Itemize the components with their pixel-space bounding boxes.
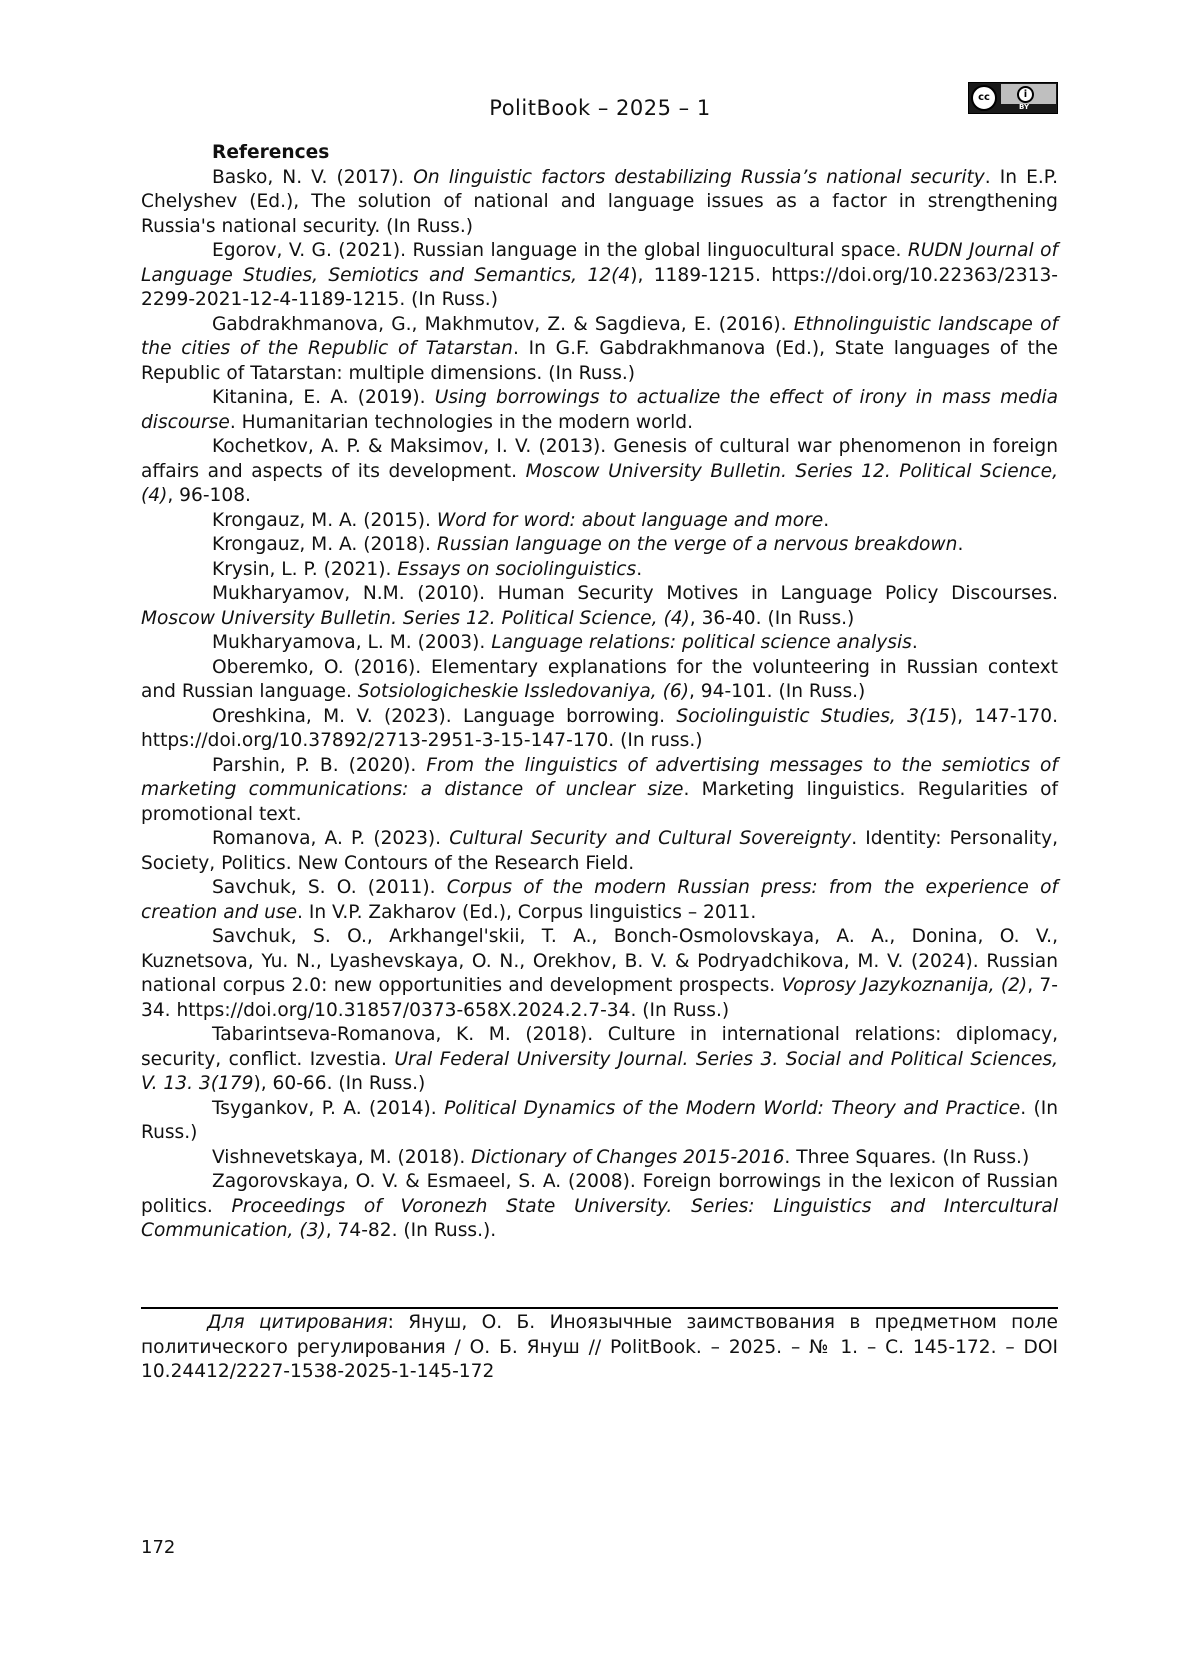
reference-title: Moscow University Bulletin. Series 12. Political Science, (4) (141, 460, 1059, 506)
reference-text: Krongauz, M. A. (2018). (212, 534, 437, 555)
reference-text: , 7-34. https://doi.org/10.31857/0373-658X.2024.2.7-34. (In Russ.) (141, 975, 1058, 1021)
reference-item (141, 1023, 1058, 1097)
reference-text: , 36-40. (In Russ.) (689, 607, 855, 629)
reference-text: . In V.P. Zakharov (Ed.), Corpus linguistics – 2011. (297, 901, 757, 923)
reference-text: . Marketing linguistics. Regularities of promotional text. (141, 779, 1058, 825)
citation-text: : Януш, О. Б. Иноязычные заимствования в предметном поле политического регулирования / О. Б. Януш // PolitBook. – 2025. – № 1. – С. 145-172. – DOI 10.24412/2227-1538-2025-1-145-172 (141, 1312, 1058, 1382)
reference-text: Krongauz, M. A. (2015). (212, 509, 437, 531)
reference-item (141, 656, 1058, 705)
reference-title: From the linguistics of advertising messages to the semiotics of marketing communications: a distance of unclear size (141, 754, 1058, 800)
journal-header: PolitBook – 2025 – 1 (489, 96, 711, 120)
reference-text: . (636, 558, 643, 580)
reference-item (141, 386, 1058, 435)
reference-title: Language relations: political science analysis (491, 632, 912, 653)
reference-item (141, 533, 1058, 558)
reference-item (141, 558, 1058, 583)
reference-text: Kitanina, E. A. (2019). (212, 387, 435, 408)
reference-text: Savchuk, S. O., Arkhangel'skii, T. A., Bonch-Osmolovskaya, A. A., Donina, O. V., Kuznetsova, Yu. N., Lyashevskaya, O. N., Orekhov, B. V. & Podryadchikova, M. V. (2024). Russian national corpus 2.0: new opportunities and development prospects. (141, 926, 1058, 996)
reference-text: Oberemko, O. (2016). Elementary explanations for the volunteering in Russian context and Russian language. (141, 656, 1058, 702)
reference-text: ), 60-66. (In Russ.) (253, 1073, 426, 1094)
reference-title: Essays on sociolinguistics (397, 558, 637, 580)
citation-label: Для цитирования (207, 1312, 388, 1333)
reference-text: Tsygankov, P. A. (2014). (212, 1097, 445, 1119)
reference-title: Dictionary of Changes 2015-2016 (471, 1146, 785, 1168)
reference-item (141, 754, 1058, 828)
reference-item (141, 509, 1058, 534)
reference-title: Moscow University Bulletin. Series 12. Political Science, (4) (141, 607, 690, 629)
reference-text: Oreshkina, M. V. (2023). Language borrowing. (212, 705, 677, 727)
reference-item (141, 705, 1058, 754)
reference-title: Voprosy Jazykoznanija, (2) (781, 975, 1028, 996)
reference-title: Using borrowings to actualize the effect of irony in mass media discourse (141, 387, 1058, 433)
reference-text: Mukharyamov, N.M. (2010). Human Security Motives in Language Policy Discourses. (212, 583, 1058, 604)
reference-item (141, 631, 1058, 656)
reference-text: , 94-101. (In Russ.) (688, 681, 866, 702)
reference-text: Parshin, P. B. (2020). (212, 754, 427, 776)
reference-text: Basko, N. V. (2017). (212, 166, 414, 188)
references-section (141, 141, 1058, 1244)
reference-title: On linguistic factors destabilizing Russia’s national security (413, 166, 985, 188)
cc-symbol: cc (971, 85, 997, 111)
reference-title: Sotsiologicheskie Issledovaniya, (6) (357, 681, 689, 702)
reference-list (141, 166, 1058, 1244)
reference-title: Word for word: about language and more (436, 509, 824, 531)
reference-text: . In G.F. Gabdrakhmanova (Ed.), State languages of the Republic of Tatarstan: multiple dimensions. (In Russ.) (141, 338, 1058, 384)
reference-text: Tabarintseva-Romanova, K. M. (2018). Culture in international relations: diplomacy, security, conflict. Izvestia. (141, 1024, 1058, 1070)
reference-text: . Three Squares. (In Russ.) (784, 1146, 1030, 1168)
references-heading: References (212, 142, 330, 163)
page-number: 172 (141, 1537, 176, 1558)
reference-text: . (957, 534, 964, 555)
reference-text: Mukharyamova, L. M. (2003). (212, 632, 492, 653)
reference-item (141, 1170, 1058, 1244)
reference-text: Savchuk, S. O. (2011). (212, 877, 447, 898)
reference-item (141, 435, 1058, 509)
reference-title: Ural Federal University Journal. Series 3. Social and Political Sciences, V. 13. 3(179 (141, 1048, 1058, 1094)
reference-text: , 96-108. (167, 485, 251, 506)
reference-text: . Identity: Personality, Society, Politics. New Contours of the Research Field. (141, 828, 1058, 874)
reference-item (141, 1097, 1058, 1146)
reference-title: Russian language on the verge of a nervous breakdown (436, 534, 958, 555)
reference-item (141, 582, 1058, 631)
reference-text: Krysin, L. P. (2021). (212, 558, 398, 580)
by-label: BY (1019, 103, 1030, 111)
reference-text: , 74-82. (In Russ.). (325, 1220, 497, 1241)
reference-title: Corpus of the modern Russian press: from the experience of creation and use (141, 877, 1058, 923)
reference-item (141, 313, 1058, 387)
reference-title: Cultural Security and Cultural Sovereignty (449, 828, 852, 849)
reference-text: Egorov, V. G. (2021). Russian language in the global linguocultural space. (212, 240, 908, 261)
reference-text: Gabdrakhmanova, G., Makhmutov, Z. & Sagdieva, E. (2016). (212, 313, 794, 335)
reference-text: Zagorovskaya, O. V. & Esmaeel, S. A. (2008). Foreign borrowings in the lexicon of Russian politics. (141, 1171, 1058, 1217)
cc-by-license-icon (968, 82, 1058, 114)
reference-title: RUDN Journal of Language Studies, Semiotics and Semantics, 12(4 (141, 240, 1058, 286)
reference-text: . (823, 509, 830, 531)
reference-item (141, 925, 1058, 1023)
reference-item (141, 1146, 1058, 1171)
reference-text: Kochetkov, A. P. & Maksimov, I. V. (2013). Genesis of cultural war phenomenon in foreign affairs and aspects of its development. (141, 436, 1058, 482)
reference-title: Sociolinguistic Studies, 3(15 (676, 705, 950, 727)
reference-item (141, 166, 1058, 240)
reference-title: Proceedings of Voronezh State University. Series: Linguistics and Intercultural Communication, (3) (141, 1195, 1058, 1241)
reference-text: ), 1189-1215. https://doi.org/10.22363/2313-2299-2021-12-4-1189-1215. (In Russ.) (141, 264, 1058, 310)
reference-text: ), 147-170. https://doi.org/10.37892/2713-2951-3-15-147-170. (In russ.) (141, 705, 1058, 751)
attribution-icon: i (1017, 86, 1034, 103)
reference-text: . (In Russ.) (141, 1097, 1059, 1143)
reference-item (141, 239, 1058, 313)
citation-note (141, 1311, 1058, 1385)
reference-text: Romanova, A. P. (2023). (212, 828, 450, 849)
footnote-divider (141, 1307, 1058, 1309)
reference-item (141, 876, 1058, 925)
reference-text: . (911, 632, 918, 653)
reference-text: . In E.P. Chelyshev (Ed.), The solution of national and language issues as a factor in strengthening Russia's national security. (In Russ.) (141, 166, 1058, 237)
reference-text: Vishnevetskaya, M. (2018). (212, 1146, 472, 1168)
reference-text: . Humanitarian technologies in the modern world. (229, 411, 694, 433)
reference-title: Ethnolinguistic landscape of the cities of the Republic of Tatarstan (141, 313, 1058, 359)
reference-item (141, 827, 1058, 876)
reference-title: Political Dynamics of the Modern World: Theory and Practice (444, 1097, 1021, 1119)
